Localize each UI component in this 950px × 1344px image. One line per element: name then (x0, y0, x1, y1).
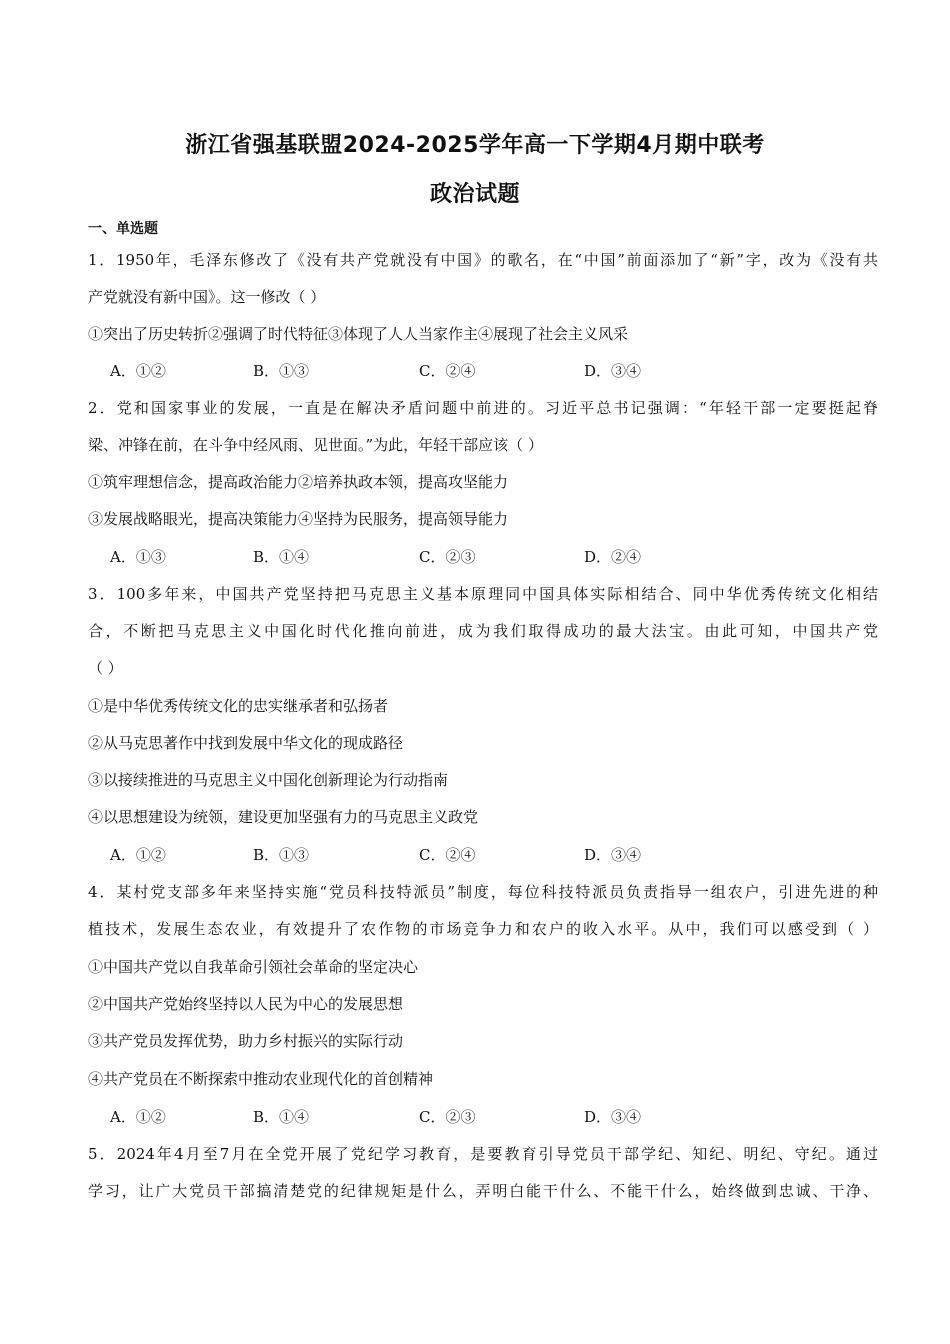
question-1-statement-1: ①突出了历史转折②强调了时代特征③体现了人人当家作主④展现了社会主义风采 (88, 325, 629, 343)
question-4-line-1: 4．某村党支部多年来坚持实施“党员科技特派员”制度，每位科技特派员负责指导一组农户，引进先进的种 (88, 883, 878, 901)
option-b: B．①④ (253, 548, 310, 566)
option-a: A．①② (110, 1108, 166, 1126)
question-4-line-2: 植技术，发展生态农业，有效提升了农作物的市场竞争力和农户的收入水平。从中，我们可以感受到（ ） (88, 920, 878, 938)
question-4-statement-1: ①中国共产党以自我革命引领社会革命的坚定决心 (88, 958, 419, 976)
option-c: C．②③ (419, 548, 476, 566)
option-a: A．①② (110, 846, 166, 864)
question-5-line-1: 5．2024年4月至7月在全党开展了党纪学习教育，是要教育引导党员干部学纪、知纪、明纪、守纪。通过 (88, 1145, 878, 1163)
question-4-statement-4: ④共产党员在不断探索中推动农业现代化的首创精神 (88, 1070, 434, 1088)
question-1-options (0, 361, 950, 381)
option-d: D．③④ (584, 1108, 642, 1126)
question-4-statement-3: ③共产党员发挥优势，助力乡村振兴的实际行动 (88, 1032, 404, 1050)
exam-title: 浙江省强基联盟2024-2025学年高一下学期4月期中联考 (185, 133, 765, 158)
option-c: C．②③ (419, 1108, 476, 1126)
question-3-line-3: （ ） (88, 659, 123, 677)
question-5-line-2: 学习，让广大党员干部搞清楚党的纪律规矩是什么，弄明白能干什么、不能干什么，始终做到忠诚、干净、 (88, 1182, 878, 1200)
question-2-statement-1: ①筑牢理想信念，提高政治能力②培养执政本领，提高攻坚能力 (88, 473, 509, 491)
question-4-options (0, 1107, 950, 1127)
option-a: A．①② (110, 362, 166, 380)
option-c: C．②④ (419, 846, 476, 864)
question-2-options (0, 547, 950, 567)
question-2-statement-2: ③发展战略眼光，提高决策能力④坚持为民服务，提高领导能力 (88, 510, 509, 528)
option-c: C．②④ (419, 362, 476, 380)
option-d: D．③④ (584, 846, 642, 864)
question-3-statement-2: ②从马克思著作中找到发展中华文化的现成路径 (88, 734, 404, 752)
section-heading: 一、单选题 (88, 221, 158, 237)
question-2-line-2: 梁、冲锋在前，在斗争中经风雨、见世面。”为此，年轻干部应该（ ） (88, 436, 543, 454)
question-3-statement-1: ①是中华优秀传统文化的忠实继承者和弘扬者 (88, 697, 389, 715)
option-b: B．①③ (253, 362, 310, 380)
option-a: A．①③ (110, 548, 166, 566)
question-3-line-2: 合，不断把马克思主义中国化时代化推向前进，成为我们取得成功的最大法宝。由此可知，中国共产党 (88, 622, 878, 640)
question-3-line-1: 3．100多年来，中国共产党坚持把马克思主义基本原理同中国具体实际相结合、同中华优秀传统文化相结 (88, 585, 878, 603)
question-4-statement-2: ②中国共产党始终坚持以人民为中心的发展思想 (88, 995, 404, 1013)
exam-subtitle: 政治试题 (429, 182, 520, 207)
question-2-line-1: 2．党和国家事业的发展，一直是在解决矛盾问题中前进的。习近平总书记强调：“年轻干部一定要挺起脊 (88, 399, 878, 417)
question-3-statement-4: ④以思想建设为统领，建设更加坚强有力的马克思主义政党 (88, 808, 479, 826)
option-b: B．①③ (253, 846, 310, 864)
question-3-statement-3: ③以接续推进的马克思主义中国化创新理论为行动指南 (88, 771, 449, 789)
question-1-line-2: 产党就没有新中国》。这一修改（ ） (88, 288, 326, 306)
question-3-options (0, 845, 950, 865)
question-1-line-1: 1．1950年，毛泽东修改了《没有共产党就没有中国》的歌名，在“中国”前面添加了“新”字，改为《没有共 (88, 251, 878, 269)
option-b: B．①④ (253, 1108, 310, 1126)
option-d: D．②④ (584, 548, 642, 566)
option-d: D．③④ (584, 362, 642, 380)
